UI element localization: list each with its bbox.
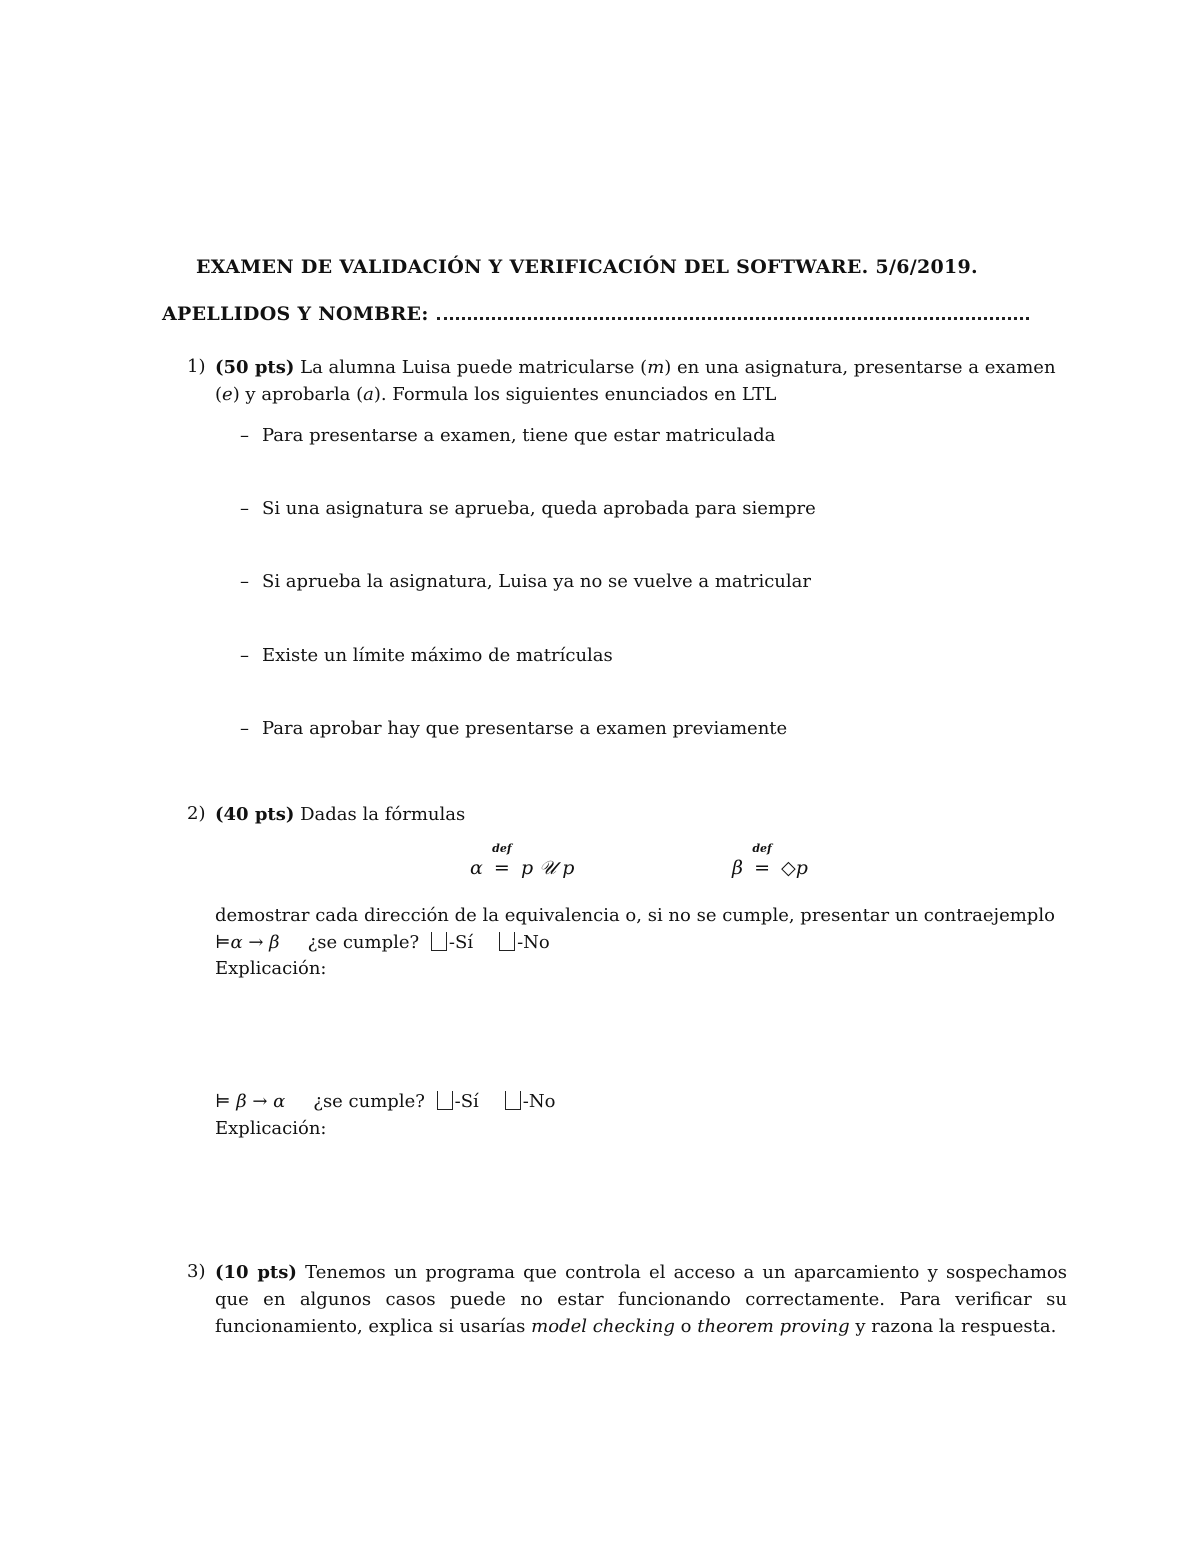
bullet-dash: –	[240, 571, 249, 592]
q3-text-c: y razona la respuesta.	[855, 1316, 1057, 1337]
question-3-number: 3)	[187, 1261, 206, 1282]
equals-sign: =	[493, 857, 510, 879]
question-3-points: (10 pts)	[215, 1262, 297, 1283]
q3-text-a: Tenemos un programa que controla el acceso a un aparcamiento y sospechamos que en algunos casos puede no estar funcionando correctamente. Para verificar su funcionamiento, explica si usarías	[215, 1262, 1067, 1337]
q2-statement: demostrar cada dirección de la equivalencia o, si no se cumple, presentar un contraejemplo	[215, 905, 1055, 926]
explanation-label: Explicación:	[215, 958, 327, 979]
bullet-dash: –	[240, 718, 249, 739]
var-a: a	[363, 384, 374, 405]
option-no-label: -No	[522, 1091, 556, 1112]
q1-text-b: ) en una asignatura, presentarse a examen	[664, 357, 1056, 378]
def-label: def	[492, 842, 512, 855]
question-2-points: (40 pts)	[215, 804, 295, 825]
q1-item-text: Existe un límite máximo de matrículas	[262, 645, 613, 666]
option-yes-label: -Sí	[454, 1091, 479, 1112]
formula-beta-implies-alpha: ⊨ β → α	[215, 1091, 286, 1112]
question-3-text	[215, 1259, 1067, 1340]
question-1	[187, 354, 1070, 408]
bullet-dash: –	[240, 498, 249, 519]
bullet-dash: –	[240, 645, 249, 666]
holds-question: ¿se cumple?	[307, 932, 420, 953]
holds-question: ¿se cumple?	[313, 1091, 425, 1112]
theorem-proving-term: theorem proving	[697, 1316, 850, 1337]
q1-text-d: ) y aprobarla (	[232, 384, 364, 405]
def-label: def	[752, 842, 772, 855]
q1-item-text: Para aprobar hay que presentarse a examen previamente	[262, 718, 788, 739]
option-no-label: -No	[517, 932, 550, 953]
q1-text-c: (	[215, 384, 223, 405]
q2-intro-text: Dadas la fórmulas	[300, 804, 466, 825]
question-1-intro	[215, 354, 1070, 408]
question-1-points: (50 pts)	[215, 357, 295, 378]
q1-item	[240, 498, 816, 519]
q1-item	[240, 571, 811, 592]
alpha-symbol: α	[470, 857, 483, 879]
model-checking-term: model checking	[531, 1316, 675, 1337]
equals-sign: =	[754, 857, 770, 879]
checkbox-yes[interactable]	[431, 932, 447, 951]
formula-beta	[732, 842, 808, 879]
alpha-definition: p 𝒰 p	[520, 857, 575, 879]
def-equals	[489, 842, 515, 879]
q1-text-a: La alumna Luisa puede matricularse (	[300, 357, 648, 378]
question-2-number: 2)	[187, 803, 206, 824]
var-e: e	[222, 384, 233, 405]
formula-alpha	[470, 842, 575, 879]
q2-part-a-line	[215, 932, 550, 953]
q2-part-b-line	[215, 1091, 555, 1112]
name-field	[162, 303, 1029, 325]
q1-item	[240, 425, 775, 446]
beta-symbol: β	[732, 857, 743, 879]
def-equals	[749, 842, 775, 879]
q1-item	[240, 718, 787, 739]
name-dotted-line	[437, 313, 1029, 320]
checkbox-no[interactable]	[505, 1091, 521, 1110]
name-label: APELLIDOS Y NOMBRE:	[162, 303, 429, 325]
option-yes-label: -Sí	[448, 932, 474, 953]
explanation-label: Explicación:	[215, 1118, 327, 1139]
q1-item-text: Para presentarse a examen, tiene que estar matriculada	[262, 425, 776, 446]
question-3	[187, 1259, 1067, 1340]
checkbox-yes[interactable]	[437, 1091, 453, 1110]
var-m: m	[647, 357, 665, 378]
q1-item-text: Si una asignatura se aprueba, queda aprobada para siempre	[262, 498, 816, 519]
question-1-number: 1)	[187, 356, 206, 377]
q1-item-text: Si aprueba la asignatura, Luisa ya no se vuelve a matricular	[262, 571, 811, 592]
exam-title: EXAMEN DE VALIDACIÓN Y VERIFICACIÓN DEL SOFTWARE. 5/6/2019.	[196, 256, 978, 278]
q3-text-b: o	[680, 1316, 692, 1337]
question-2	[187, 801, 1070, 828]
bullet-dash: –	[240, 425, 249, 446]
q1-item	[240, 645, 613, 666]
beta-definition: ◇p	[781, 857, 808, 879]
formula-alpha-implies-beta: ⊨α → β	[215, 932, 280, 953]
question-2-intro	[215, 801, 1070, 828]
checkbox-no[interactable]	[499, 932, 515, 951]
q1-text-e: ). Formula los siguientes enunciados en LTL	[373, 384, 777, 405]
